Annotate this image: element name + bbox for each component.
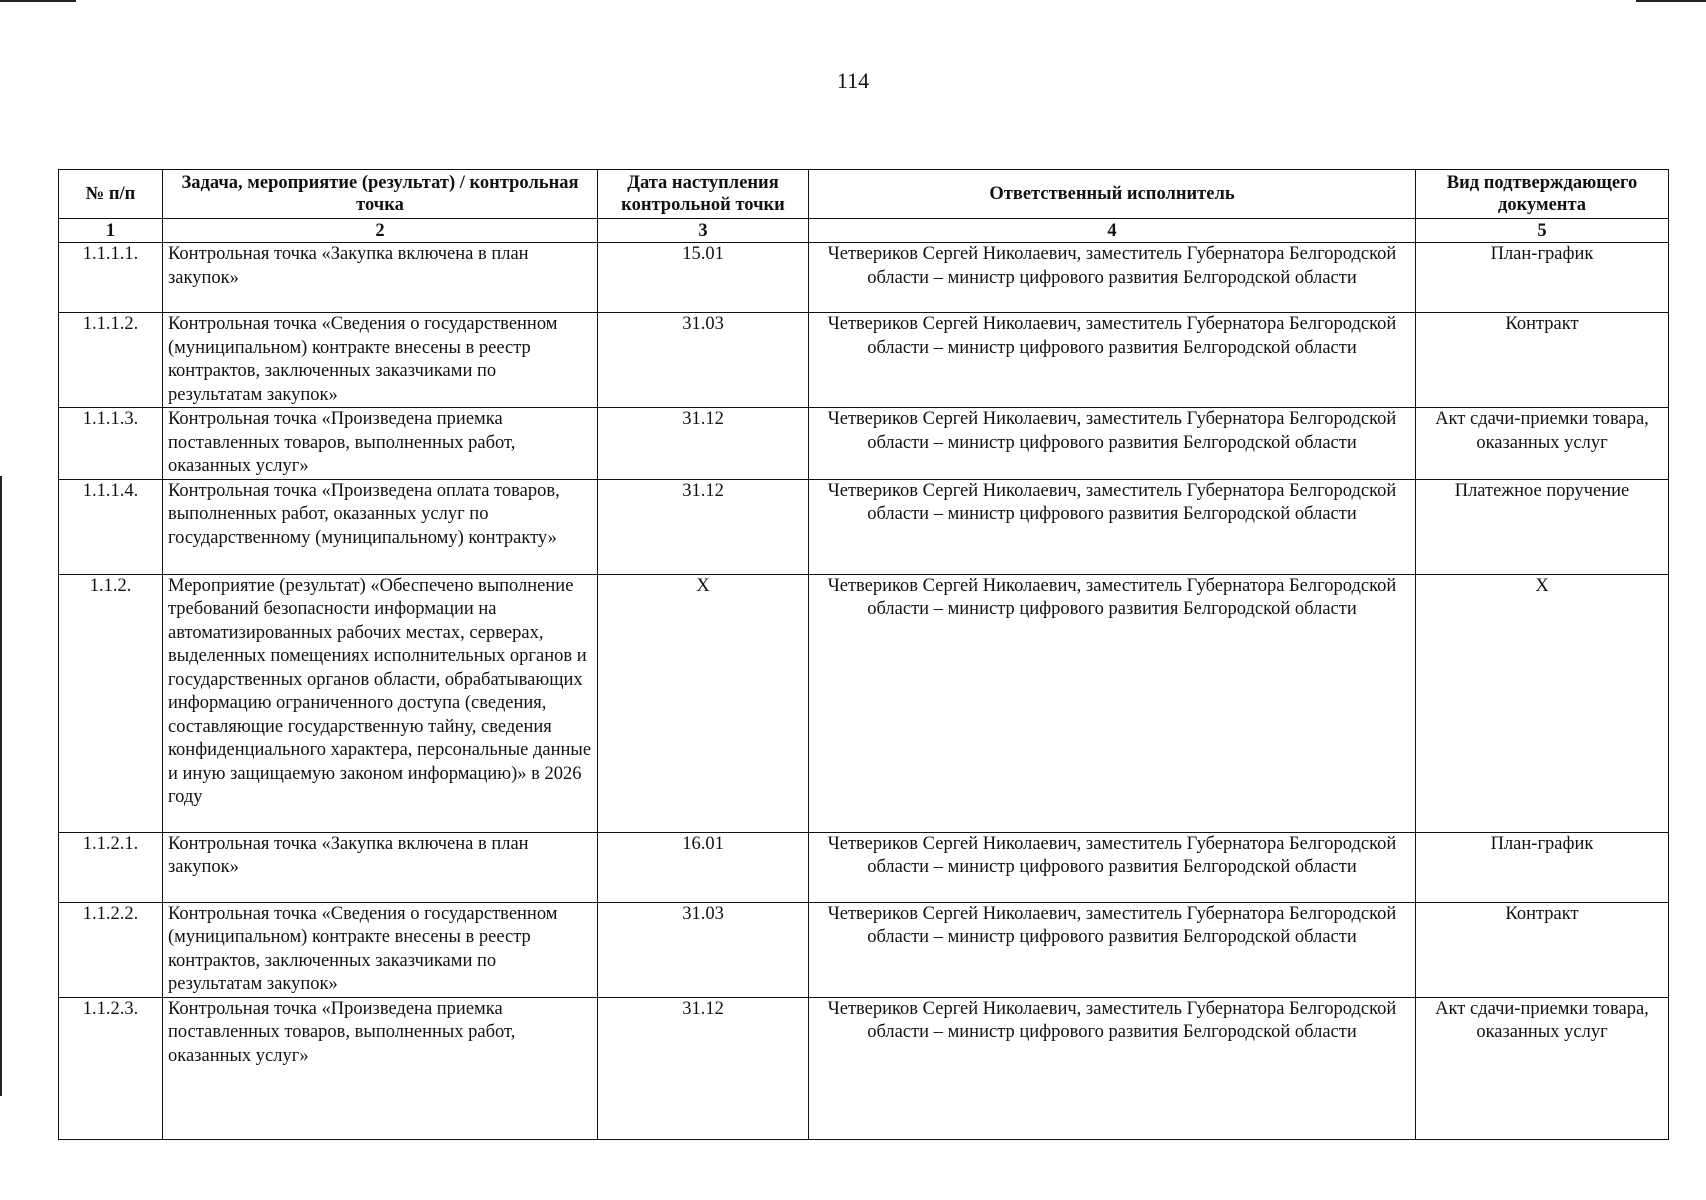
row-document-cell: Акт сдачи-приемки товара, оказанных услуг: [1416, 997, 1669, 1139]
row-task-cell: Контрольная точка «Сведения о государственном (муниципальном) контракте внесены в реестр контрактов, заключенных заказчиками по результатам закупок»: [163, 313, 598, 408]
row-date-cell: 15.01: [598, 243, 809, 313]
row-task-cell: Мероприятие (результат) «Обеспечено выполнение требований безопасности информации на автоматизированных рабочих местах, серверах, выделенных помещениях исполнительных органов и государственных органов области, обрабатывающих информацию ограниченного доступа (сведения, составляющие государственную тайну, сведения конфиденциального характера, персональные данные и иную защищаемую законом информацию)» в 2026 году: [163, 574, 598, 832]
row-document-cell: Контракт: [1416, 902, 1669, 997]
row-executor-cell: Четвериков Сергей Николаевич, заместитель Губернатора Белгородской области – министр цифрового развития Белгородской области: [809, 408, 1416, 480]
table-row: [59, 408, 1669, 480]
row-date-cell: 31.03: [598, 313, 809, 408]
table-row: [59, 574, 1669, 832]
row-number-cell: 1.1.2.3.: [59, 997, 163, 1139]
row-executor-cell: Четвериков Сергей Николаевич, заместитель Губернатора Белгородской области – министр цифрового развития Белгородской области: [809, 313, 1416, 408]
header-document: Вид подтверждающего документа: [1416, 170, 1669, 219]
row-number-cell: 1.1.1.2.: [59, 313, 163, 408]
row-date-cell: 31.12: [598, 408, 809, 480]
table-row: [59, 313, 1669, 408]
row-task-cell: Контрольная точка «Закупка включена в план закупок»: [163, 243, 598, 313]
header-date: Дата наступления контрольной точки: [598, 170, 809, 219]
row-document-cell: Акт сдачи-приемки товара, оказанных услуг: [1416, 408, 1669, 480]
row-executor-cell: Четвериков Сергей Николаевич, заместитель Губернатора Белгородской области – министр цифрового развития Белгородской области: [809, 997, 1416, 1139]
row-task-cell: Контрольная точка «Произведена приемка поставленных товаров, выполненных работ, оказанных услуг»: [163, 408, 598, 480]
control-points-table: [58, 169, 1669, 1140]
row-date-cell: 16.01: [598, 832, 809, 902]
table-header-row: [59, 170, 1669, 219]
table-row: [59, 997, 1669, 1139]
row-date-cell: 31.03: [598, 902, 809, 997]
row-number-cell: 1.1.1.1.: [59, 243, 163, 313]
row-date-cell: 31.12: [598, 997, 809, 1139]
column-number: 2: [163, 219, 598, 243]
row-task-cell: Контрольная точка «Закупка включена в план закупок»: [163, 832, 598, 902]
row-document-cell: Контракт: [1416, 313, 1669, 408]
page-number: 114: [836, 68, 870, 93]
row-document-cell: План-график: [1416, 243, 1669, 313]
row-task-cell: Контрольная точка «Произведена приемка поставленных товаров, выполненных работ, оказанных услуг»: [163, 997, 598, 1139]
column-number: 5: [1416, 219, 1669, 243]
row-executor-cell: Четвериков Сергей Николаевич, заместитель Губернатора Белгородской области – министр цифрового развития Белгородской области: [809, 243, 1416, 313]
table-row: [59, 902, 1669, 997]
header-number: № п/п: [59, 170, 163, 219]
table-row: [59, 832, 1669, 902]
table-row: [59, 243, 1669, 313]
scan-edge-mark-top-left: [0, 0, 76, 2]
scan-edge-mark-top-right: [1636, 0, 1706, 2]
row-document-cell: X: [1416, 574, 1669, 832]
column-number: 3: [598, 219, 809, 243]
column-number-row: [59, 219, 1669, 243]
row-document-cell: Платежное поручение: [1416, 479, 1669, 574]
header-executor: Ответственный исполнитель: [809, 170, 1416, 219]
row-number-cell: 1.1.2.1.: [59, 832, 163, 902]
row-date-cell: 31.12: [598, 479, 809, 574]
row-number-cell: 1.1.2.: [59, 574, 163, 832]
row-task-cell: Контрольная точка «Сведения о государственном (муниципальном) контракте внесены в реестр контрактов, заключенных заказчиками по результатам закупок»: [163, 902, 598, 997]
row-executor-cell: Четвериков Сергей Николаевич, заместитель Губернатора Белгородской области – министр цифрового развития Белгородской области: [809, 832, 1416, 902]
row-document-cell: План-график: [1416, 832, 1669, 902]
table-row: [59, 479, 1669, 574]
row-executor-cell: Четвериков Сергей Николаевич, заместитель Губернатора Белгородской области – министр цифрового развития Белгородской области: [809, 574, 1416, 832]
row-task-cell: Контрольная точка «Произведена оплата товаров, выполненных работ, оказанных услуг по государственному (муниципальному) контракту»: [163, 479, 598, 574]
row-number-cell: 1.1.1.3.: [59, 408, 163, 480]
column-number: 4: [809, 219, 1416, 243]
row-date-cell: X: [598, 574, 809, 832]
scan-edge-mark-left: [0, 476, 2, 1096]
row-number-cell: 1.1.1.4.: [59, 479, 163, 574]
row-number-cell: 1.1.2.2.: [59, 902, 163, 997]
row-executor-cell: Четвериков Сергей Николаевич, заместитель Губернатора Белгородской области – министр цифрового развития Белгородской области: [809, 479, 1416, 574]
column-number: 1: [59, 219, 163, 243]
row-executor-cell: Четвериков Сергей Николаевич, заместитель Губернатора Белгородской области – министр цифрового развития Белгородской области: [809, 902, 1416, 997]
header-task: Задача, мероприятие (результат) / контрольная точка: [163, 170, 598, 219]
